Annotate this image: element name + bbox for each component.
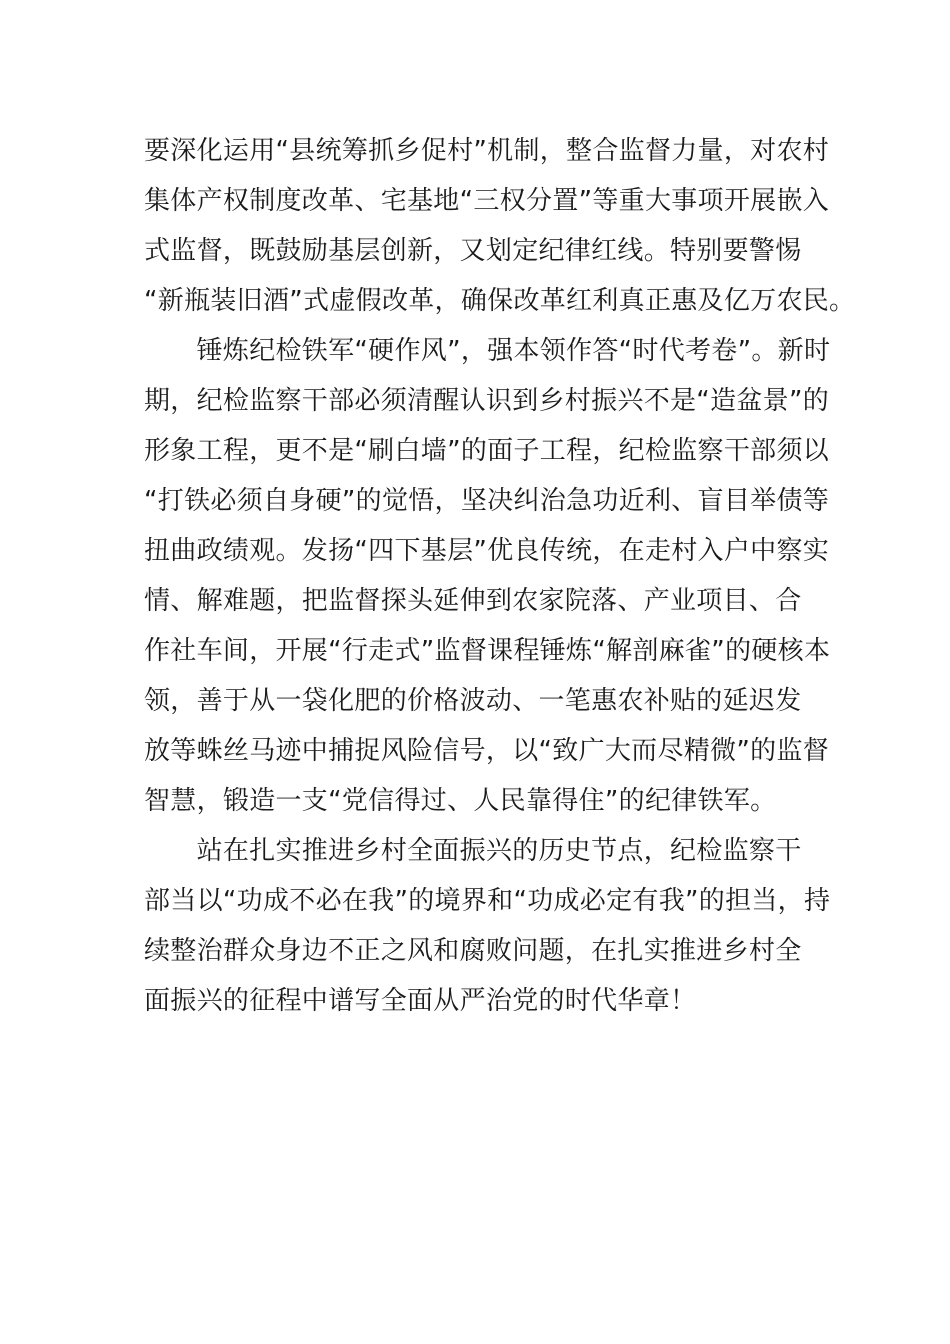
text-line: 领，善于从一袋化肥的价格波动、一笔惠农补贴的延迟发 <box>144 686 802 716</box>
text-line: 放等蛛丝马迹中捕捉风险信号，以“致广大而尽精微”的监督 <box>144 736 830 766</box>
text-line: 锤炼纪检铁军“硬作风”，强本领作答“时代考卷”。新时 <box>144 336 831 366</box>
text-line: 形象工程，更不是“刷白墙”的面子工程，纪检监察干部须以 <box>144 436 830 466</box>
text-line: 集体产权制度改革、宅基地“三权分置”等重大事项开展嵌入 <box>144 186 830 216</box>
text-line: 作社车间，开展“行走式”监督课程锤炼“解剖麻雀”的硬核本 <box>144 636 831 666</box>
text-line: 续整治群众身边不正之风和腐败问题，在扎实推进乡村全 <box>144 936 802 966</box>
text-line: 期，纪检监察干部必须清醒认识到乡村振兴不是“造盆景”的 <box>144 386 830 416</box>
text-line: “打铁必须自身硬”的觉悟，坚决纠治急功近利、盲目举债等 <box>144 486 830 516</box>
text-line: 扭曲政绩观。发扬“四下基层”优良传统，在走村入户中察实 <box>144 536 830 566</box>
text-line: 情、解难题，把监督探头延伸到农家院落、产业项目、合 <box>144 586 802 616</box>
text-line: “新瓶装旧酒”式虚假改革，确保改革红利真正惠及亿万农民。 <box>144 286 856 316</box>
text-line: 面振兴的征程中谱写全面从严治党的时代华章！ <box>144 986 697 1016</box>
text-line: 部当以“功成不必在我”的境界和“功成必定有我”的担当，持 <box>144 886 831 916</box>
text-line: 智慧，锻造一支“党信得过、人民靠得住”的纪律铁军。 <box>144 786 777 816</box>
text-line: 站在扎实推进乡村全面振兴的历史节点，纪检监察干 <box>144 836 802 866</box>
text-line: 要深化运用“县统筹抓乡促村”机制，整合监督力量，对农村 <box>144 136 830 166</box>
body-text <box>144 126 856 1026</box>
text-line: 式监督，既鼓励基层创新，又划定纪律红线。特别要警惕 <box>144 236 802 266</box>
